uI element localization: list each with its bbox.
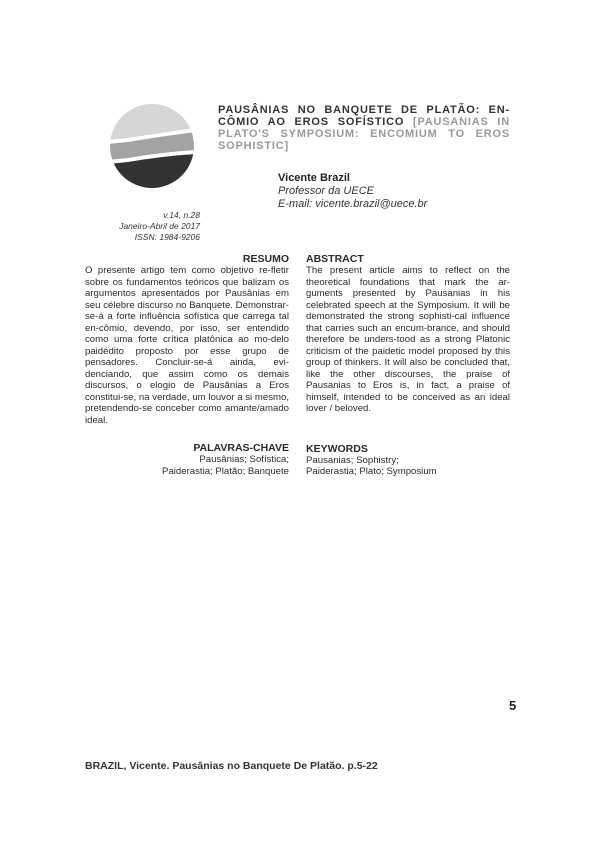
journal-logo xyxy=(108,100,196,192)
citation-footer: BRAZIL, Vicente. Pausânias no Banquete De Platão. p.5-22 xyxy=(85,760,378,772)
resumo-heading: RESUMO xyxy=(242,253,289,265)
title-english: [PAUSANIAS IN PLATO'S SYMPOSIUM: ENCOMIUM TO EROS SOPHISTIC] xyxy=(218,116,511,152)
palavras-chave-heading: PALAVRAS-CHAVE xyxy=(193,442,289,454)
title-portuguese: PAUSÂNIAS NO BANQUETE DE PLATÃO: EN-CÔMIO AO EROS SOFÍSTICO xyxy=(218,104,510,128)
logo-bottom-band xyxy=(108,154,196,192)
keywords-line-1: Pausanias; Sophistry; xyxy=(306,454,399,466)
abstract-column xyxy=(306,253,510,478)
keywords-block xyxy=(306,443,510,478)
author-affiliation: Professor da UECE xyxy=(278,185,374,197)
resumo-text: O presente artigo tem como objetivo re-fletir sobre os fundamentos teóricos que balizam os argumentos apresentados por Pausânias em seu célebre discurso no Banquete. Demonstrar-se-á a forte influência sofística que carrega tal en-cômio, devendo, por isso, ser entendido como uma forte crítica platônica ao mo-delo paidédito proposto por esse grupo de pensadores. Concluir-se-á ainda, evi-denciando, que assim como os demais discursos, o elogio de Pausânias a Eros constitui-se, na verdade, um louvor a si mesmo, pretendendo-se conceber como amante/amado ideal. xyxy=(85,265,289,426)
palavras-chave-line-2: Paiderastia; Platão; Banquete xyxy=(162,465,289,477)
keywords-line-2: Paiderastia; Plato; Symposium xyxy=(306,466,437,477)
issue-issn: ISSN: 1984-9206 xyxy=(134,232,200,242)
issue-info xyxy=(92,210,200,243)
page-number: 5 xyxy=(509,698,517,713)
article-title xyxy=(218,104,510,152)
keywords-heading: KEYWORDS xyxy=(306,442,368,455)
palavras-chave-block xyxy=(85,442,289,477)
abstract-heading: ABSTRACT xyxy=(306,253,364,265)
author-block xyxy=(278,172,427,211)
palavras-chave-line-1: Pausânias; Sofística; xyxy=(199,454,289,465)
resumo-column xyxy=(85,253,289,477)
issue-volume: v.14, n.28 xyxy=(163,210,200,220)
author-email: E-mail: vicente.brazil@uece.br xyxy=(278,198,428,210)
author-name: Vicente Brazil xyxy=(278,172,350,184)
issue-date: Janeiro-Abril de 2017 xyxy=(119,221,200,231)
abstract-text: The present article aims to reflect on the theoretical foundations that mark the ar-guments presented by Pausanias in his celebrated speech at the Symposium. It will be demonstrated the strong sophisti-cal influence that carries such an encum-brance, and should therefore be unders-tood as a strong Platonic criticism of the paidetic model proposed by this group of thinkers. It will also be concluded that, like the other discourses, the praise of Pausanias to Eros is, in fact, a praise of himself, intended to be conceived as an ideal lover / beloved. xyxy=(306,265,510,414)
